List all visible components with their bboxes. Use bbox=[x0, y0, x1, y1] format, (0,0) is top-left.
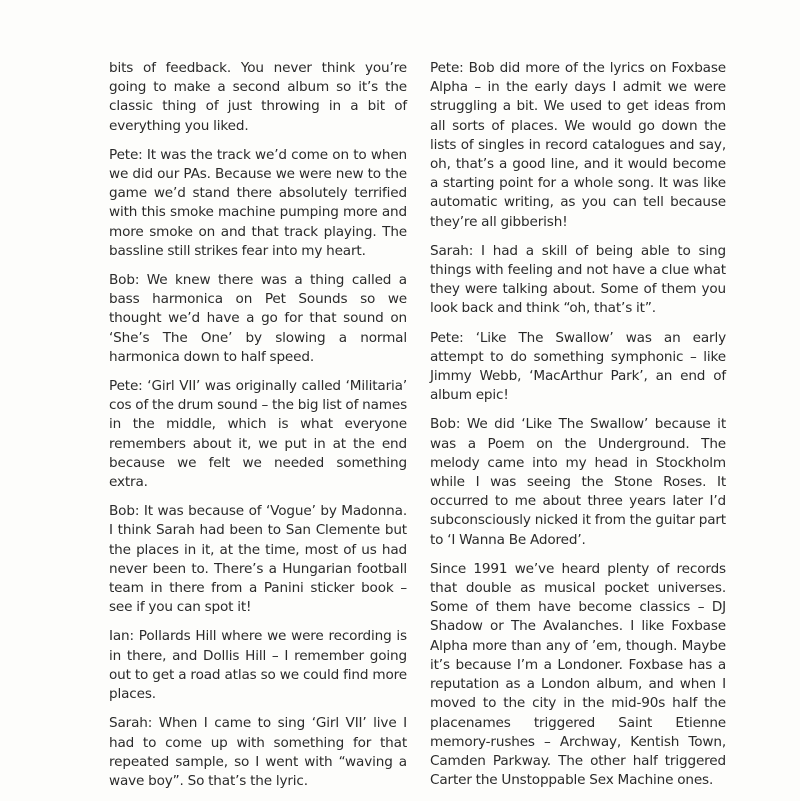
paragraph: Sarah: I had a skill of being able to sing things with feeling and not have a clue what they were talking about. Some of them you look back and think “oh, that’s it”. bbox=[430, 242, 726, 317]
paragraph: Bob: We did ‘Like The Swallow’ because it was a Poem on the Underground. The melody came into my head in Stockholm while I was seeing the Stone Roses. It occurred to me about three years later I’d subconsciously nicked it from the guitar part to ‘I Wanna Be Adored’. bbox=[430, 416, 726, 548]
paragraph: Pete: Bob did more of the lyrics on Foxbase Alpha – in the early days I admit we were struggling a bit. We used to get ideas from all sorts of places. We would go down the lists of singles in record catalogues and say, oh, that’s a good line, and it would become a starting point for a whole song. It was like automatic writing, as you can tell because they’re all gibberish! bbox=[430, 60, 726, 230]
left-column bbox=[109, 59, 407, 801]
paragraph: Sarah: When I came to sing ‘Girl VII’ live I had to come up with something for that repeated sample, so I went with “waving a wave boy”. So that’s the lyric. bbox=[109, 715, 407, 789]
paragraph: Since 1991 we’ve heard plenty of records that double as musical pocket universes. Some of them have become classics – DJ Shadow or The Avalanches. I like Foxbase Alpha more than any of ’em, though. Maybe it’s because I’m a Londoner. Foxbase has a reputation as a London album, and when I moved to the city in the mid-90s half the placenames triggered Saint Etienne memory-rushes – Archway, Kentish Town, Camden Parkway. The other half triggered Carter the Unstoppable Sex Machine ones. bbox=[430, 560, 726, 789]
paragraph: Bob: It was because of ‘Vogue’ by Madonna. I think Sarah had been to San Clemente but the places in it, at the time, most of us had never been to. There’s a Hungarian football team in there from a Panini sticker book – see if you can spot it! bbox=[109, 503, 407, 616]
right-column bbox=[430, 59, 726, 800]
paragraph: Ian: Pollards Hill where we were recording is in there, and Dollis Hill – I remember going out to get a road atlas so we could find more places. bbox=[109, 628, 407, 703]
paragraph: Pete: ‘Like The Swallow’ was an early attempt to do something symphonic – like Jimmy Webb, ‘MacArthur Park’, an end of album epic! bbox=[430, 329, 726, 404]
paragraph: bits of feedback. You never think you’re going to make a second album so it’s the classic thing of just throwing in a bit of everything you liked. bbox=[109, 60, 407, 134]
paragraph: Pete: ‘Girl VII’ was originally called ‘Militaria’ cos of the drum sound – the big list of names in the middle, which is what everyone remembers about it, we put in at the end because we felt we needed something extra. bbox=[109, 378, 407, 491]
paragraph: Pete: It was the track we’d come on to when we did our PAs. Because we were new to the game we’d stand there absolutely terrified with this smoke machine pumping more and more smoke on and that track playing. The bassline still strikes fear into my heart. bbox=[109, 146, 407, 259]
paragraph: Bob: We knew there was a thing called a bass harmonica on Pet Sounds so we thought we’d have a go for that sound on ‘She’s The One’ by slowing a normal harmonica down to half speed. bbox=[109, 272, 407, 365]
